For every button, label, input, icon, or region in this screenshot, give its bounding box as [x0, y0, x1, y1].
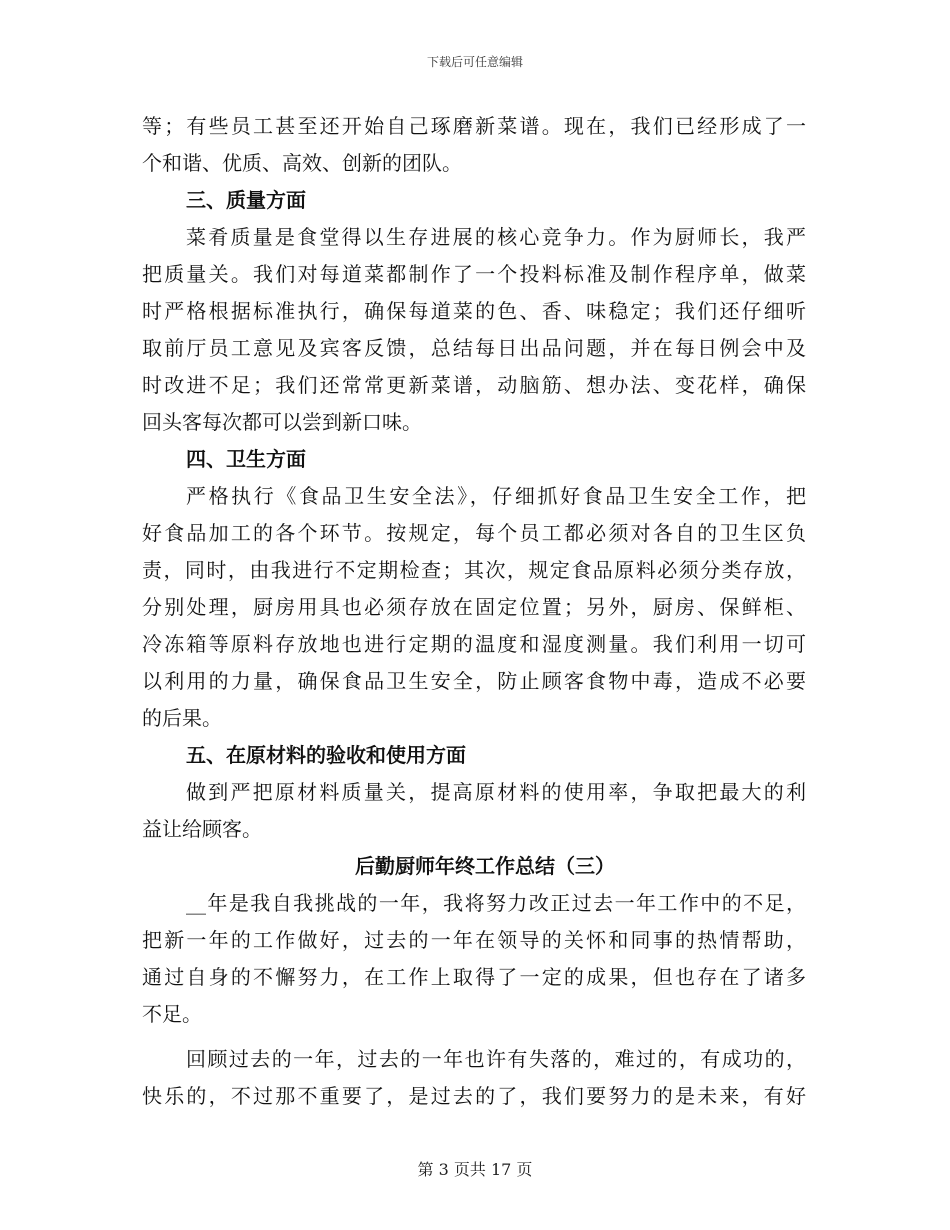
section-heading: 五、在原材料的验收和使用方面 — [186, 743, 466, 767]
section-heading: 三、质量方面 — [186, 188, 306, 212]
paragraph-line: 把质量关。我们对每道菜都制作了一个投料标准及制作程序单，做菜 — [142, 262, 806, 286]
paragraph-gap — [142, 1033, 806, 1041]
paragraph-line: 严格执行《食品卫生安全法》，仔细抓好食品卫生安全工作，把 — [186, 484, 806, 508]
paragraph-line: 把新一年的工作做好，过去的一年在领导的关怀和同事的热情帮助， — [142, 928, 806, 952]
document-body — [142, 108, 806, 1115]
paragraph-line: 取前厅员工意见及宾客反馈，总结每日出品问题，并在每日例会中及 — [142, 336, 806, 360]
paragraph-line: 不足。 — [142, 1002, 202, 1026]
paragraph-line: 冷冻箱等原料存放地也进行定期的温度和湿度测量。我们利用一切可 — [142, 632, 806, 656]
paragraph-line: 做到严把原材料质量关，提高原材料的使用率，争取把最大的利 — [186, 780, 806, 804]
paragraph-line: 通过自身的不懈努力，在工作上取得了一定的成果，但也存在了诸多 — [142, 965, 806, 989]
document-title: 后勤厨师年终工作总结（三） — [355, 854, 615, 878]
paragraph-line: 时改进不足；我们还常常更新菜谱，动脑筋、想办法、变花样，确保 — [142, 373, 806, 397]
paragraph-line: 菜肴质量是食堂得以生存进展的核心竞争力。作为厨师长，我严 — [186, 225, 806, 249]
paragraph-line: 责，同时，由我进行不定期检查；其次，规定食品原料必须分类存放， — [142, 558, 806, 582]
paragraph-line: 以利用的力量，确保食品卫生安全，防止顾客食物中毒，造成不必要 — [142, 669, 806, 693]
paragraph-line: 回头客每次都可以尝到新口味。 — [142, 410, 422, 434]
paragraph-line: 快乐的，不过那不重要了，是过去的了，我们要努力的是未来，有好 — [142, 1084, 806, 1108]
paragraph-line: 个和谐、优质、高效、创新的团队。 — [142, 151, 462, 175]
paragraph-line: __年是我自我挑战的一年，我将努力改正过去一年工作中的不足， — [186, 891, 806, 915]
paragraph-line: 好食品加工的各个环节。按规定，每个员工都必须对各自的卫生区负 — [142, 521, 806, 545]
page-footer: 第 3 页共 17 页 — [417, 1160, 533, 1179]
page-header: 下载后可任意编辑 — [426, 55, 523, 69]
paragraph-line: 时严格根据标准执行，确保每道菜的色、香、味稳定；我们还仔细听 — [142, 299, 806, 323]
paragraph-line: 益让给顾客。 — [142, 817, 262, 841]
paragraph-line: 回顾过去的一年，过去的一年也许有失落的，难过的，有成功的， — [186, 1047, 806, 1071]
paragraph-line: 的后果。 — [142, 706, 222, 730]
section-heading: 四、卫生方面 — [186, 447, 306, 471]
paragraph-line: 分别处理，厨房用具也必须存放在固定位置；另外，厨房、保鲜柜、 — [142, 595, 806, 619]
paragraph-line: 等；有些员工甚至还开始自己琢磨新菜谱。现在，我们已经形成了一 — [142, 114, 806, 138]
